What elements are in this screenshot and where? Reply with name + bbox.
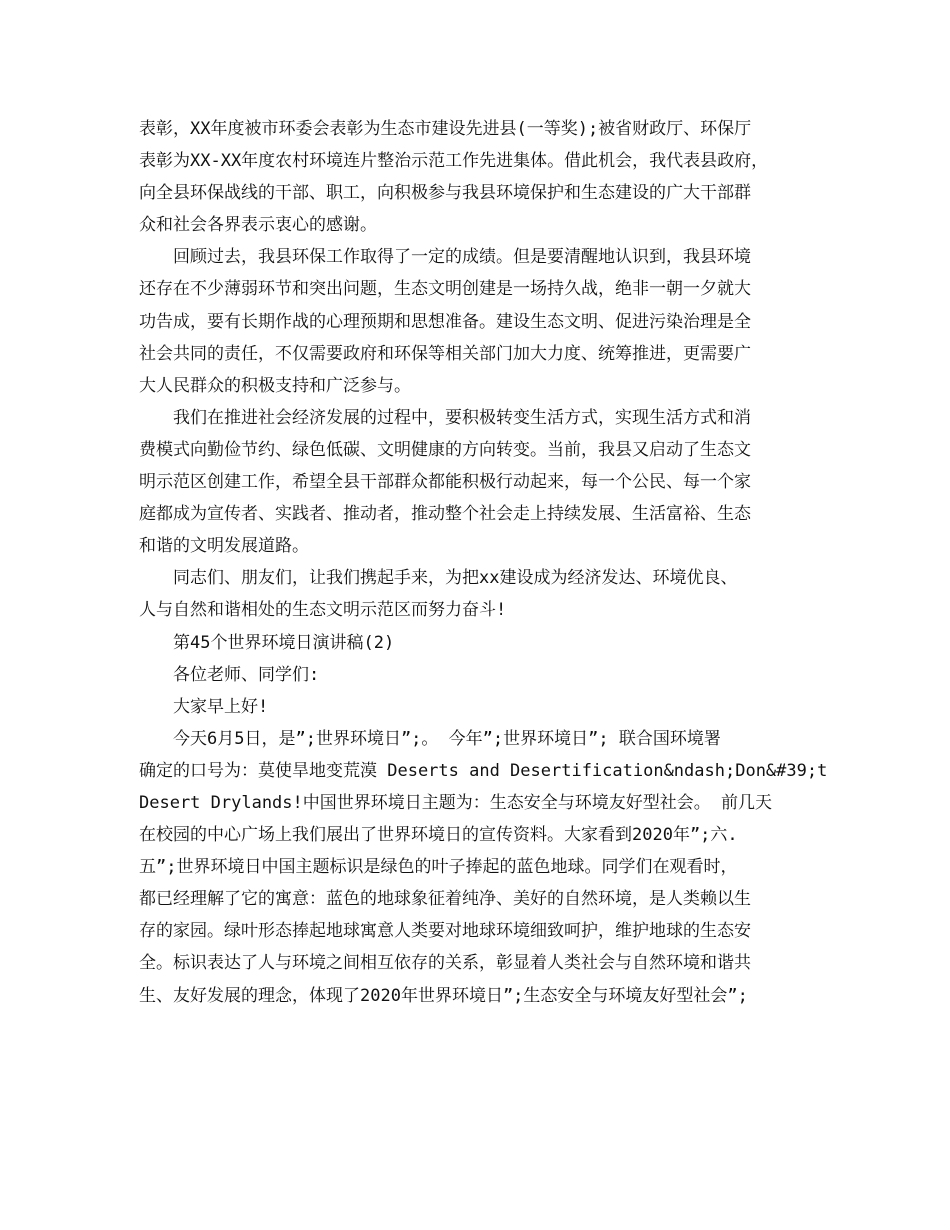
- text-line: 明示范区创建工作，希望全县干部群众都能积极行动起来，每一个公民、每一个家: [139, 472, 751, 493]
- document-body: [139, 113, 829, 1012]
- text-line: 确定的口号为：莫使旱地变荒漠 Deserts and Desertification&ndash;Don&#39;t: [139, 760, 828, 781]
- text-line: 功告成，要有长期作战的心理预期和思想准备。建设生态文明、促进污染治理是全: [139, 311, 751, 332]
- text-line: 今天6月5日，是”;世界环境日”;。 今年”;世界环境日”; 联合国环境署: [173, 728, 721, 749]
- text-line: 在校园的中心广场上我们展出了世界环境日的宣传资料。大家看到2020年”;六.: [139, 825, 738, 846]
- text-line: 还存在不少薄弱环节和突出问题，生态文明创建是一场持久战，绝非一朝一夕就大: [139, 279, 751, 300]
- text-line: 第45个世界环境日演讲稿(2): [173, 632, 395, 653]
- text-line: 各位老师、同学们:: [173, 664, 320, 685]
- text-line: 和谐的文明发展道路。: [139, 536, 309, 557]
- text-line: 众和社会各界表示衷心的感谢。: [139, 215, 377, 236]
- text-line: 表彰，XX年度被市环委会表彰为生态市建设先进县(一等奖);被省财政厅、环保厅: [139, 119, 752, 139]
- text-line: 生、友好发展的理念，体现了2020年世界环境日”;生态安全与环境友好型社会”;: [139, 985, 748, 1006]
- text-line: 庭都成为宣传者、实践者、推动者，推动整个社会走上持续发展、生活富裕、生态: [139, 504, 751, 525]
- text-line: 回顾过去，我县环保工作取得了一定的成绩。但是要清醒地认识到，我县环境: [173, 247, 751, 268]
- text-line: 向全县环保战线的干部、职工，向积极参与我县环境保护和生态建设的广大干部群: [139, 183, 751, 204]
- text-line: 同志们、朋友们，让我们携起手来，为把xx建设成为经济发达、环境优良、: [173, 568, 738, 589]
- text-line: 存的家园。绿叶形态捧起地球寓意人类要对地球环境细致呵护，维护地球的生态安: [139, 921, 751, 942]
- text-line: 人与自然和谐相处的生态文明示范区而努力奋斗!: [139, 600, 507, 621]
- text-line: 全。标识表达了人与环境之间相互依存的关系，彰显着人类社会与自然环境和谐共: [139, 953, 751, 974]
- text-line: 大人民群众的积极支持和广泛参与。: [139, 375, 411, 396]
- text-line: 五”;世界环境日中国主题标识是绿色的叶子捧起的蓝色地球。同学们在观看时，: [139, 857, 738, 878]
- text-line: 大家早上好!: [173, 696, 269, 717]
- text-line: Desert Drylands!中国世界环境日主题为：生态安全与环境友好型社会。 前几天: [139, 792, 772, 813]
- text-line: 社会共同的责任，不仅需要政府和环保等相关部门加大力度、统筹推进，更需要广: [139, 343, 751, 364]
- text-line: 我们在推进社会经济发展的过程中，要积极转变生活方式，实现生活方式和消: [173, 407, 751, 428]
- text-line: 表彰为XX-XX年度农村环境连片整治示范工作先进集体。借此机会，我代表县政府，: [139, 151, 769, 172]
- text-line: 费模式向勤俭节约、绿色低碳、文明健康的方向转变。当前，我县又启动了生态文: [139, 439, 751, 460]
- text-line: 都已经理解了它的寓意：蓝色的地球象征着纯净、美好的自然环境，是人类赖以生: [139, 889, 751, 910]
